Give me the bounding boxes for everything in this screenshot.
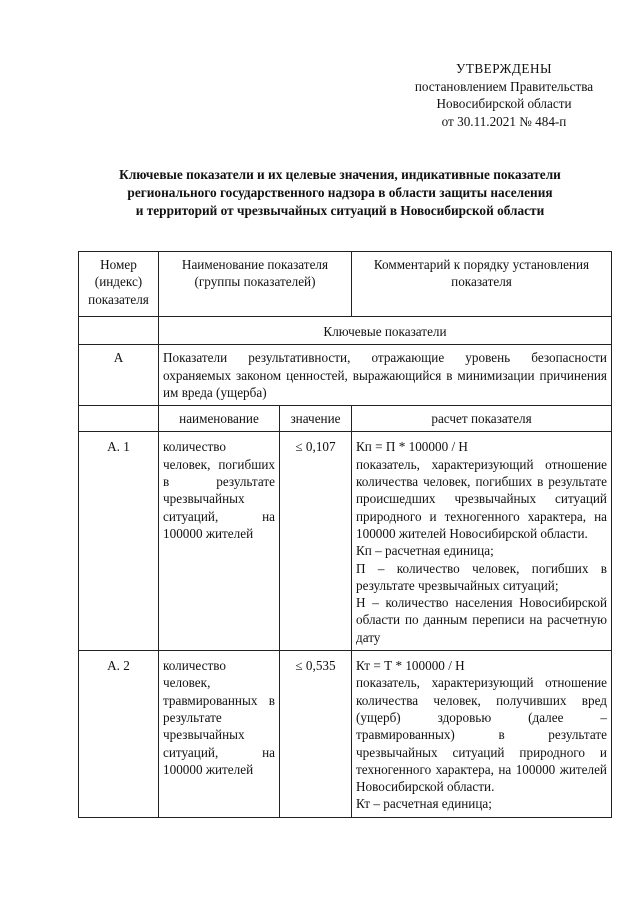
- subheader-empty-cell: [79, 406, 159, 432]
- row-index: А. 2: [79, 651, 159, 818]
- calc-line: Кт – расчетная единица;: [356, 796, 492, 812]
- title-line: регионального государственного надзора в области защиты населения: [127, 185, 553, 200]
- title-line: и территорий от чрезвычайных ситуаций в Новосибирской области: [135, 203, 545, 218]
- group-row: [79, 345, 612, 406]
- calc-line: показатель, характеризующий отношение количества человек, погибших в результате происшедших чрезвычайных ситуаций природного и техногенного характера, на 100000 жителей Новосибирской области.: [356, 456, 607, 541]
- table-row: [79, 432, 612, 651]
- row-name: количество человек, погибших в результате чрезвычайных ситуаций, на 100000 жителей: [159, 432, 280, 651]
- row-calc: [352, 651, 612, 818]
- calc-line: П – количество человек, погибших в результате чрезвычайных ситуаций;: [356, 560, 607, 593]
- row-value: ≤ 0,107: [280, 432, 352, 651]
- table-row: [79, 651, 612, 818]
- header-index: Номер (индекс) показателя: [79, 252, 159, 317]
- table-header-row: [79, 252, 612, 317]
- subheader-calc: расчет показателя: [352, 406, 612, 432]
- approval-block: [392, 60, 616, 130]
- approval-line: Новосибирской области: [436, 96, 572, 111]
- calc-line: Кп – расчетная единица;: [356, 543, 494, 559]
- row-value: ≤ 0,535: [280, 651, 352, 818]
- calc-formula: Кп = П * 100000 / Н: [356, 439, 468, 455]
- document-title: [70, 166, 610, 220]
- approval-date: от 30.11.2021 № 484-п: [441, 113, 567, 129]
- calc-formula: Кт = Т * 100000 / Н: [356, 658, 465, 674]
- calc-line: показатель, характеризующий отношение количества человек, получивших вред (ущерб) здоровью (далее – травмированных) в результате чрезвычайных ситуаций природного и техногенного характера, на 100000 жителей Новосибирской области.: [356, 675, 607, 795]
- section-empty-cell: [79, 317, 159, 345]
- header-comment: Комментарий к порядку установления показателя: [352, 252, 612, 317]
- row-calc: [352, 432, 612, 651]
- section-title: Ключевые показатели: [159, 317, 612, 345]
- subheader-row: [79, 406, 612, 432]
- subheader-name: наименование: [159, 406, 280, 432]
- calc-line: Н – количество населения Новосибирской области по данным переписи на расчетную дату: [356, 595, 607, 645]
- section-row: [79, 317, 612, 345]
- row-index: А. 1: [79, 432, 159, 651]
- group-description: Показатели результативности, отражающие уровень безопасности охраняемых законом ценностей, выражающийся в минимизации причинения им вреда (ущерба): [159, 345, 612, 406]
- title-line: Ключевые показатели и их целевые значения, индикативные показатели: [119, 167, 561, 182]
- indicators-table: [78, 251, 612, 818]
- subheader-value: значение: [280, 406, 352, 432]
- row-name: количество человек, травмированных в результате чрезвычайных ситуаций, на 100000 жителей: [159, 651, 280, 818]
- header-name: Наименование показателя (группы показателей): [159, 252, 352, 317]
- approval-line: постановлением Правительства: [414, 78, 594, 94]
- group-index: А: [79, 345, 159, 406]
- approval-heading: УТВЕРЖДЕНЫ: [455, 61, 552, 76]
